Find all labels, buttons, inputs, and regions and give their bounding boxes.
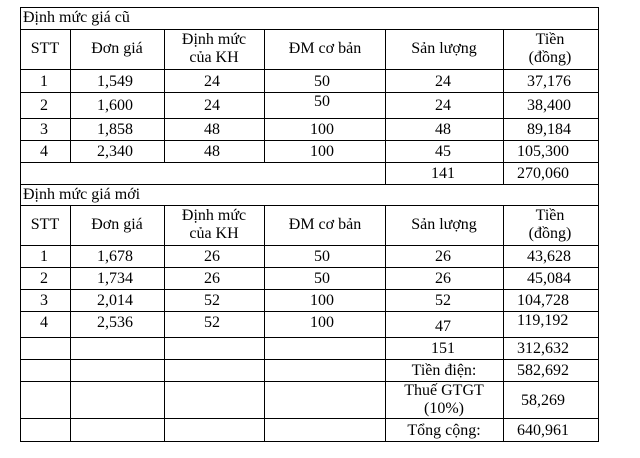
cell-output: 52 [435, 292, 451, 309]
cell-quota: 48 [204, 121, 220, 138]
section-title-old: Định mức giá cũ [23, 9, 130, 26]
cell-stt: 3 [40, 292, 48, 309]
cell-output: 45 [435, 143, 451, 160]
vat-label: Thuế GTGT [404, 382, 484, 399]
cell-quota: 24 [204, 73, 220, 90]
cell-money: 45,084 [527, 270, 571, 287]
rule [20, 418, 599, 419]
rule [20, 118, 599, 119]
cell-stt: 1 [40, 73, 48, 90]
cell-base: 50 [314, 270, 330, 287]
rule [264, 205, 265, 442]
rule [20, 311, 599, 312]
rule [164, 205, 165, 442]
rule [503, 205, 504, 442]
cell-stt: 4 [40, 314, 48, 331]
header-quota: Định mức [181, 31, 247, 48]
rule [20, 289, 599, 290]
rule [20, 92, 599, 93]
cell-price: 1,549 [97, 73, 133, 90]
rule [20, 441, 599, 442]
cell-output: 26 [435, 270, 451, 287]
rule [20, 205, 599, 206]
cell-price: 2,340 [97, 143, 133, 160]
cell-price: 1,734 [97, 270, 133, 287]
vat-label: (10%) [424, 400, 464, 417]
cell-base: 100 [310, 314, 334, 331]
rule [70, 29, 71, 163]
rule [264, 29, 265, 163]
rule [164, 29, 165, 163]
cell-money: 119,192 [517, 312, 569, 329]
rule [20, 69, 599, 70]
cell-stt: 2 [40, 97, 48, 114]
cell-quota: 26 [204, 270, 220, 287]
rule [20, 162, 599, 163]
cell-stt: 4 [40, 143, 48, 160]
cell-base: 50 [314, 248, 330, 265]
header-stt: STT [30, 216, 60, 233]
rule [598, 7, 599, 442]
rule [20, 184, 599, 185]
header-output: Sản lượng [411, 216, 477, 233]
cell-quota: 52 [204, 292, 220, 309]
section-title-new: Định mức giá mới [23, 186, 141, 203]
cell-price: 1,678 [97, 248, 133, 265]
cell-output: 26 [435, 248, 451, 265]
cell-price: 2,536 [97, 314, 133, 331]
rule [20, 359, 599, 360]
cell-money: 105,300 [517, 143, 569, 160]
cell-quota: 26 [204, 248, 220, 265]
cell-money: 43,628 [527, 248, 571, 265]
cell-quota: 48 [204, 143, 220, 160]
header-money: Tiền [535, 207, 565, 224]
total-money: 312,632 [517, 340, 569, 357]
cell-output: 24 [435, 73, 451, 90]
header-quota: của KH [189, 225, 239, 242]
grand-total-label: Tổng cộng: [407, 422, 481, 439]
total-money: 270,060 [517, 165, 569, 182]
cell-price: 1,858 [97, 121, 133, 138]
rule [503, 29, 504, 185]
rule [20, 337, 599, 338]
grand-total-value: 640,961 [517, 422, 569, 439]
cell-base: 100 [310, 121, 334, 138]
total-output: 141 [431, 165, 455, 182]
electricity-label: Tiền điện: [411, 362, 477, 379]
rule [20, 7, 21, 442]
rule [385, 29, 386, 185]
header-output: Sản lượng [411, 40, 477, 57]
rule [20, 7, 599, 8]
header-money: (đồng) [528, 49, 572, 66]
header-money: (đồng) [528, 225, 572, 242]
total-output: 151 [431, 340, 455, 357]
cell-stt: 1 [40, 248, 48, 265]
cell-price: 2,014 [97, 292, 133, 309]
header-money: Tiền [535, 31, 565, 48]
rule [20, 245, 599, 246]
header-stt: STT [30, 40, 60, 57]
vat-value: 58,269 [521, 392, 565, 409]
rule [20, 267, 599, 268]
electricity-value: 582,692 [517, 362, 569, 379]
cell-money: 37,176 [527, 73, 571, 90]
cell-output: 24 [435, 97, 451, 114]
cell-base: 100 [310, 143, 334, 160]
cell-quota: 24 [204, 97, 220, 114]
header-base: ĐM cơ bản [288, 40, 362, 57]
cell-money: 104,728 [517, 292, 569, 309]
cell-stt: 3 [40, 121, 48, 138]
cell-price: 1,600 [97, 97, 133, 114]
cell-output: 48 [435, 121, 451, 138]
header-price: Đơn giá [91, 216, 143, 233]
rule [385, 205, 386, 442]
rule [20, 381, 599, 382]
cell-money: 89,184 [527, 121, 571, 138]
cell-quota: 52 [204, 314, 220, 331]
rule [70, 205, 71, 442]
cell-base: 50 [314, 93, 330, 110]
rule [20, 140, 599, 141]
cell-output: 47 [435, 318, 451, 335]
cell-base: 50 [314, 73, 330, 90]
header-quota: của KH [189, 49, 239, 66]
cell-stt: 2 [40, 270, 48, 287]
header-price: Đơn giá [91, 40, 143, 57]
cell-money: 38,400 [527, 97, 571, 114]
rule [20, 29, 599, 30]
header-base: ĐM cơ bản [288, 216, 362, 233]
cell-base: 100 [310, 292, 334, 309]
header-quota: Định mức [181, 207, 247, 224]
